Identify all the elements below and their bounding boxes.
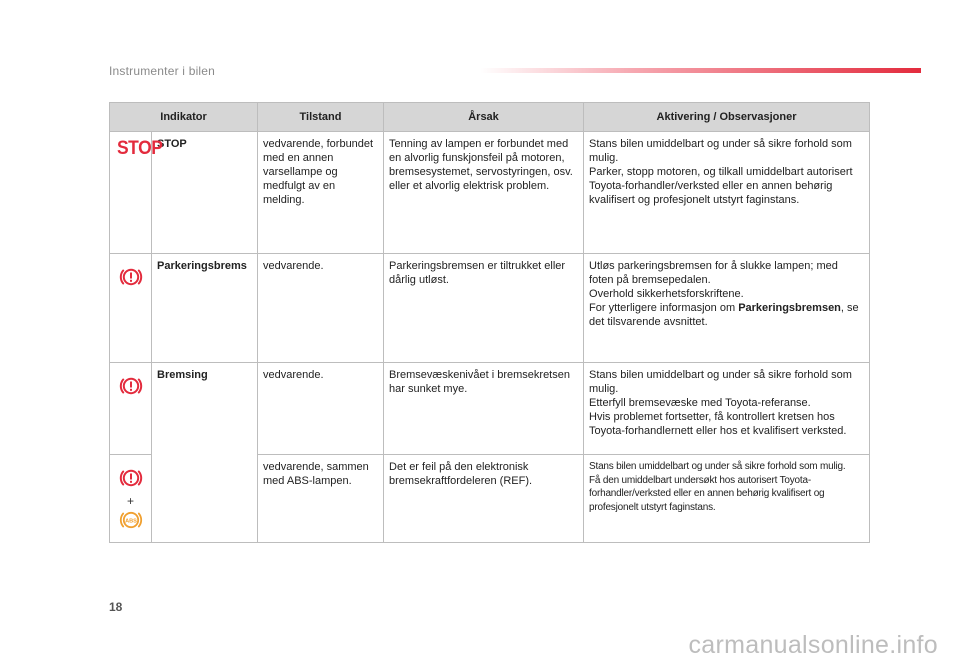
action-cell: Stans bilen umiddelbart og under så sikre forhold som mulig. Etterfyll bremsevæske med Toyota-referanse. Hvis problemet fortsetter, få kontrollert kretsen hos Toyota-forhandlernett eller hos et kvalifisert verksted. [584,363,870,455]
action-cell [584,254,870,363]
indicator-name: Parkeringsbrems [152,254,258,363]
cause-cell: Det er feil på den elektronisk bremsekraftfordeleren (REF). [384,455,584,543]
column-header-cause: Årsak [384,103,584,132]
column-header-action: Aktivering / Observasjoner [584,103,870,132]
state-cell: vedvarende, sammen med ABS-lampen. [258,455,384,543]
action-text-end: , se det tilsvarende avsnittet. [589,302,859,328]
column-header-indicator: Indikator [110,103,258,132]
state-cell: vedvarende. [258,363,384,455]
icon-cell [110,363,152,455]
cause-cell: Tenning av lampen er forbundet med en alvorlig funskjonsfeil på motoren, bremsesystemet, servostyringen, osv. eller et alvorlig elektrisk problem. [384,132,584,254]
brake-warning-icon [117,263,145,291]
column-header-state: Tilstand [258,103,384,132]
abs-icon [117,506,145,534]
cause-cell: Bremsevæskenivået i bremsekretsen har sunket mye. [384,363,584,455]
table-row [110,132,870,254]
table-row [110,363,870,455]
table-header-row [110,103,870,132]
cause-cell: Parkeringsbremsen er tiltrukket eller dårlig utløst. [384,254,584,363]
watermark: carmanualsonline.info [688,631,938,659]
state-cell: vedvarende. [258,254,384,363]
action-bold-reference: Parkeringsbremsen [738,302,841,314]
abs-icon-label: ABS [124,518,137,525]
indicator-name: STOP [152,132,258,254]
brake-warning-icon [117,464,145,492]
icon-cell [110,254,152,363]
action-text: Utløs parkeringsbremsen for å slukke lampen; med foten på bremsepedalen. Overhold sikkerhetsforskriftene. For ytterligere informasjon om [589,260,838,314]
icon-cell [110,455,152,543]
state-cell: vedvarende, forbundet med en annen varsellampe og medfulgt av en melding. [258,132,384,254]
plus-sign: + [126,494,134,508]
icon-cell [110,132,163,254]
action-cell: Stans bilen umiddelbart og under så sikre forhold som mulig. Få den umiddelbart undersøkt hos autorisert Toyota-forhandler/verksted eller en annen behørig kvalifisert og profesjonelt utstyrt faginstans. [584,455,870,543]
header-accent-bar [480,68,921,73]
indicator-table [109,102,870,543]
page-number: 18 [109,600,123,614]
table-row [110,254,870,363]
indicator-name: Bremsing [152,363,258,543]
brake-warning-icon [117,372,145,400]
page-header-title: Instrumenter i bilen [109,64,216,78]
stop-icon: STOP [116,138,163,159]
action-cell: Stans bilen umiddelbart og under så sikre forhold som mulig. Parker, stopp motoren, og tilkall umiddelbart autorisert Toyota-forhandler/verksted eller en annen behørig kvalifisert og profesjonelt utstyrt faginstans. [584,132,870,254]
